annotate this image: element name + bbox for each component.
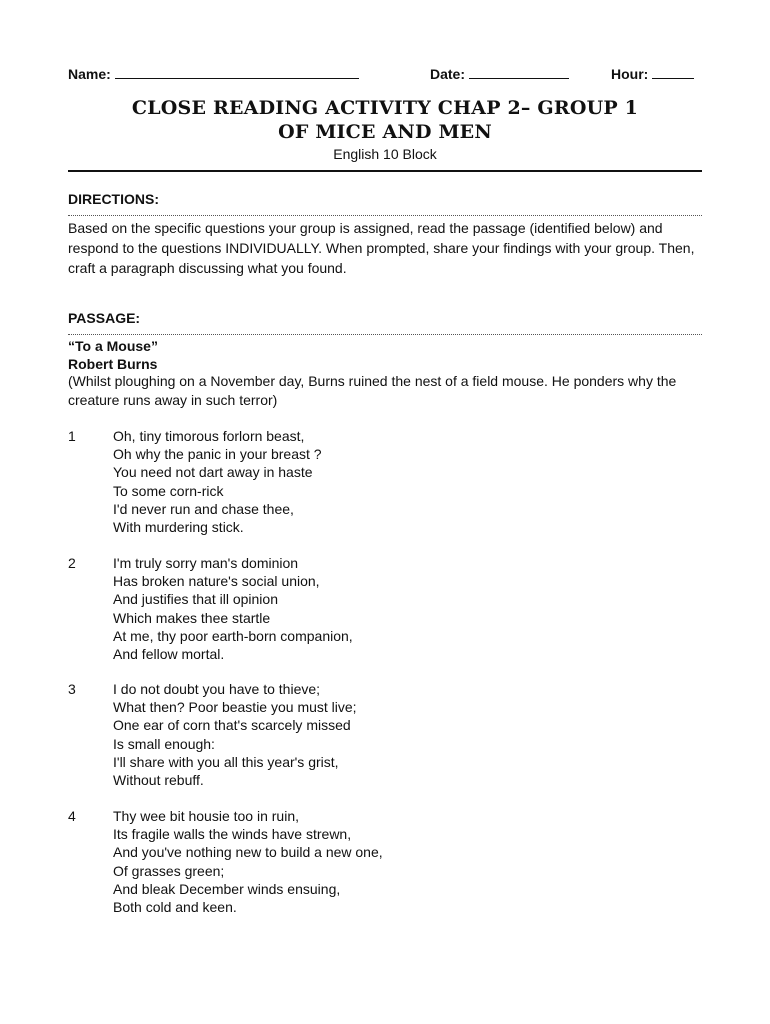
poem-line: Of grasses green;	[113, 862, 225, 879]
poem-line: Oh, tiny timorous forlorn beast,	[113, 428, 305, 444]
hour-field[interactable]	[611, 64, 694, 82]
date-blank-line[interactable]	[469, 64, 569, 79]
passage-heading: PASSAGE:	[68, 310, 141, 326]
directions-heading: DIRECTIONS:	[68, 191, 159, 207]
title-divider	[68, 170, 702, 172]
title-line-2: OF MICE AND MEN	[278, 121, 492, 143]
name-field[interactable]	[68, 64, 359, 82]
stanza-number: 4	[68, 808, 76, 824]
poem-author: Robert Burns	[68, 356, 158, 372]
poem-line: And you've nothing new to build a new one,	[113, 844, 383, 861]
poem-line: And fellow mortal.	[113, 646, 225, 663]
stanza-lines	[113, 680, 357, 789]
poem-line: Has broken nature's social union,	[113, 573, 320, 590]
title-line-1: CLOSE READING ACTIVITY CHAP 2– GROUP 1	[131, 97, 639, 119]
date-field[interactable]	[430, 64, 569, 82]
passage-divider	[68, 334, 702, 335]
stanza-number: 1	[68, 428, 76, 444]
directions-divider	[68, 215, 702, 216]
hour-blank-line[interactable]	[652, 64, 694, 79]
poem-line: Is small enough:	[113, 735, 215, 752]
hour-label: Hour:	[611, 66, 649, 82]
poem-line: I'm truly sorry man's dominion	[113, 555, 299, 571]
student-info-row	[68, 64, 702, 84]
poem-line: Its fragile walls the winds have strewn,	[113, 826, 352, 843]
stanza-lines	[113, 807, 383, 916]
poem-line: Without rebuff.	[113, 772, 204, 789]
poem-line: And bleak December winds ensuing,	[113, 880, 341, 897]
name-blank-line[interactable]	[115, 64, 359, 79]
date-label: Date:	[430, 66, 466, 82]
stanza-number: 2	[68, 555, 76, 571]
poem-title: “To a Mouse”	[68, 338, 158, 354]
poem-line: I do not doubt you have to thieve;	[113, 681, 321, 697]
poem-line: At me, thy poor earth-born companion,	[113, 627, 353, 644]
stanza-number: 3	[68, 681, 76, 697]
poem-line: Thy wee bit housie too in ruin,	[113, 808, 299, 824]
name-label: Name:	[68, 66, 111, 82]
poem-line: Which makes thee startle	[113, 609, 271, 626]
directions-text: Based on the specific questions your group is assigned, read the passage (identified below) and respond to the questions INDIVIDUALLY. When prompted, share your findings with your group. Then, craft a paragraph discussing what you found.	[68, 220, 695, 276]
poem-line: What then? Poor beastie you must live;	[113, 699, 357, 716]
poem-intro: (Whilst ploughing on a November day, Burns ruined the nest of a field mouse. He ponders why the creature runs away in such terror)	[68, 373, 677, 408]
poem-line: With murdering stick.	[113, 519, 244, 536]
poem-line: And justifies that ill opinion	[113, 591, 278, 608]
poem-line: Oh why the panic in your breast ?	[113, 446, 322, 463]
stanza-lines	[113, 554, 353, 663]
poem-line: Both cold and keen.	[113, 899, 237, 916]
poem-line: You need not dart away in haste	[113, 464, 313, 481]
poem-line: One ear of corn that's scarcely missed	[113, 717, 351, 734]
poem-line: I'd never run and chase thee,	[113, 500, 294, 517]
course-subtitle: English 10 Block	[333, 146, 437, 162]
poem-line: To some corn-rick	[113, 482, 224, 499]
worksheet-title	[68, 96, 702, 144]
poem-line: I'll share with you all this year's grist,	[113, 753, 339, 770]
stanza-lines	[113, 427, 322, 536]
